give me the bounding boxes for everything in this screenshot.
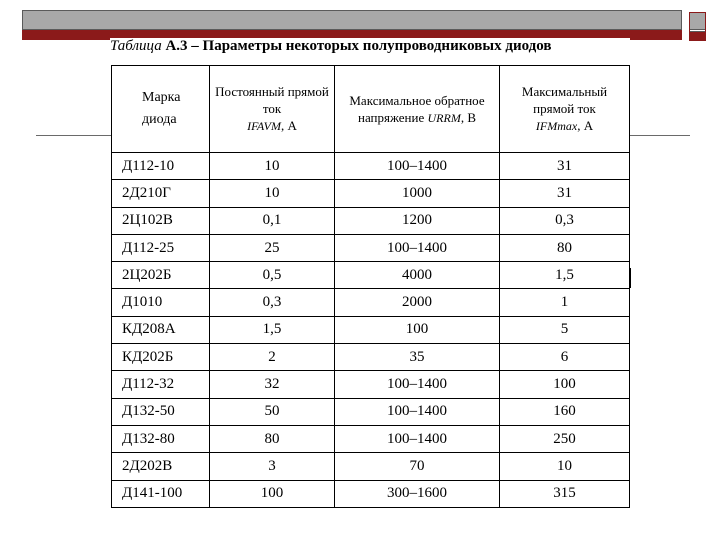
header-forward-current	[210, 66, 335, 153]
cell-mark: Д1010	[112, 289, 210, 316]
header-forward-current-symbol: IFAVM	[247, 119, 281, 133]
cell-mark: 2Д210Г	[112, 180, 210, 207]
header-reverse-voltage	[335, 66, 500, 153]
cell-max-forward-current: 250	[500, 425, 630, 452]
cell-forward-current: 0,3	[210, 289, 335, 316]
cell-forward-current: 100	[210, 480, 335, 507]
header-band-grey	[22, 10, 682, 30]
cell-max-forward-current: 1,5	[500, 262, 630, 289]
cell-reverse-voltage: 100–1400	[335, 234, 500, 261]
corner-square-outline	[689, 12, 706, 41]
cell-mark: Д141-100	[112, 480, 210, 507]
header-reverse-voltage-symbol: URRM	[427, 110, 461, 125]
divider-line-left	[36, 135, 112, 136]
cell-forward-current: 1,5	[210, 316, 335, 343]
cell-reverse-voltage: 35	[335, 344, 500, 371]
cell-max-forward-current: 6	[500, 344, 630, 371]
cell-forward-current: 3	[210, 453, 335, 480]
caption-label: Таблица	[110, 38, 162, 54]
cell-reverse-voltage: 100–1400	[335, 425, 500, 452]
cell-max-forward-current: 80	[500, 234, 630, 261]
cell-forward-current: 25	[210, 234, 335, 261]
table-row	[112, 262, 630, 289]
cell-max-forward-current: 100	[500, 371, 630, 398]
table-row	[112, 453, 630, 480]
header-max-forward-current-symbol: IFMmax	[535, 119, 578, 133]
table-row	[112, 180, 630, 207]
table-row	[112, 398, 630, 425]
cell-reverse-voltage: 1200	[335, 207, 500, 234]
cell-mark: 2Д202В	[112, 453, 210, 480]
header-max-forward-current-unit: , А	[577, 118, 594, 133]
table-row	[112, 289, 630, 316]
cell-max-forward-current: 1	[500, 289, 630, 316]
cell-reverse-voltage: 70	[335, 453, 500, 480]
cell-reverse-voltage: 2000	[335, 289, 500, 316]
header-reverse-voltage-unit: , В	[460, 109, 476, 125]
caption-title: Параметры некоторых полупроводниковых диодов	[202, 38, 552, 54]
table-row	[112, 371, 630, 398]
header-forward-current-unit: , А	[280, 118, 297, 133]
caption-number: А.3 –	[161, 38, 203, 54]
cell-mark: КД202Б	[112, 344, 210, 371]
cell-mark: Д132-80	[112, 425, 210, 452]
cell-max-forward-current: 31	[500, 180, 630, 207]
table-row	[112, 207, 630, 234]
cell-forward-current: 80	[210, 425, 335, 452]
diode-parameters-table	[111, 65, 630, 508]
cell-reverse-voltage: 100–1400	[335, 398, 500, 425]
cell-max-forward-current: 5	[500, 316, 630, 343]
cell-max-forward-current: 31	[500, 153, 630, 180]
cell-mark: Д112-25	[112, 234, 210, 261]
table-header-row	[112, 66, 630, 153]
cell-reverse-voltage: 100–1400	[335, 371, 500, 398]
header-mark	[112, 66, 210, 153]
cell-forward-current: 0,1	[210, 207, 335, 234]
table-row	[112, 480, 630, 507]
cell-reverse-voltage: 300–1600	[335, 480, 500, 507]
cell-mark: 2Ц202Б	[112, 262, 210, 289]
cell-max-forward-current: 160	[500, 398, 630, 425]
cell-reverse-voltage: 4000	[335, 262, 500, 289]
table-row	[112, 344, 630, 371]
cell-forward-current: 10	[210, 153, 335, 180]
cell-mark: Д112-10	[112, 153, 210, 180]
cell-mark: 2Ц102В	[112, 207, 210, 234]
cell-forward-current: 2	[210, 344, 335, 371]
cell-max-forward-current: 0,3	[500, 207, 630, 234]
table-row	[112, 234, 630, 261]
table-row	[112, 316, 630, 343]
header-max-forward-current	[500, 66, 630, 153]
cell-mark: КД208А	[112, 316, 210, 343]
header-max-forward-current-label: Максимальный прямой ток	[521, 84, 608, 116]
table-caption	[110, 38, 630, 54]
cell-mark: Д132-50	[112, 398, 210, 425]
cell-forward-current: 50	[210, 398, 335, 425]
cell-forward-current: 32	[210, 371, 335, 398]
header-reverse-voltage-label: Максимальное обратное напряжение	[349, 92, 485, 125]
header-mark-label: Марка диода	[142, 90, 181, 127]
divider-line-right	[630, 135, 690, 136]
cell-reverse-voltage: 100–1400	[335, 153, 500, 180]
cell-mark: Д112-32	[112, 371, 210, 398]
cell-forward-current: 10	[210, 180, 335, 207]
cell-max-forward-current: 10	[500, 453, 630, 480]
cell-max-forward-current: 315	[500, 480, 630, 507]
table-row	[112, 425, 630, 452]
cell-forward-current: 0,5	[210, 262, 335, 289]
table-row	[112, 153, 630, 180]
header-forward-current-label: Постоянный прямой ток	[215, 84, 329, 116]
cell-reverse-voltage: 100	[335, 316, 500, 343]
cell-reverse-voltage: 1000	[335, 180, 500, 207]
